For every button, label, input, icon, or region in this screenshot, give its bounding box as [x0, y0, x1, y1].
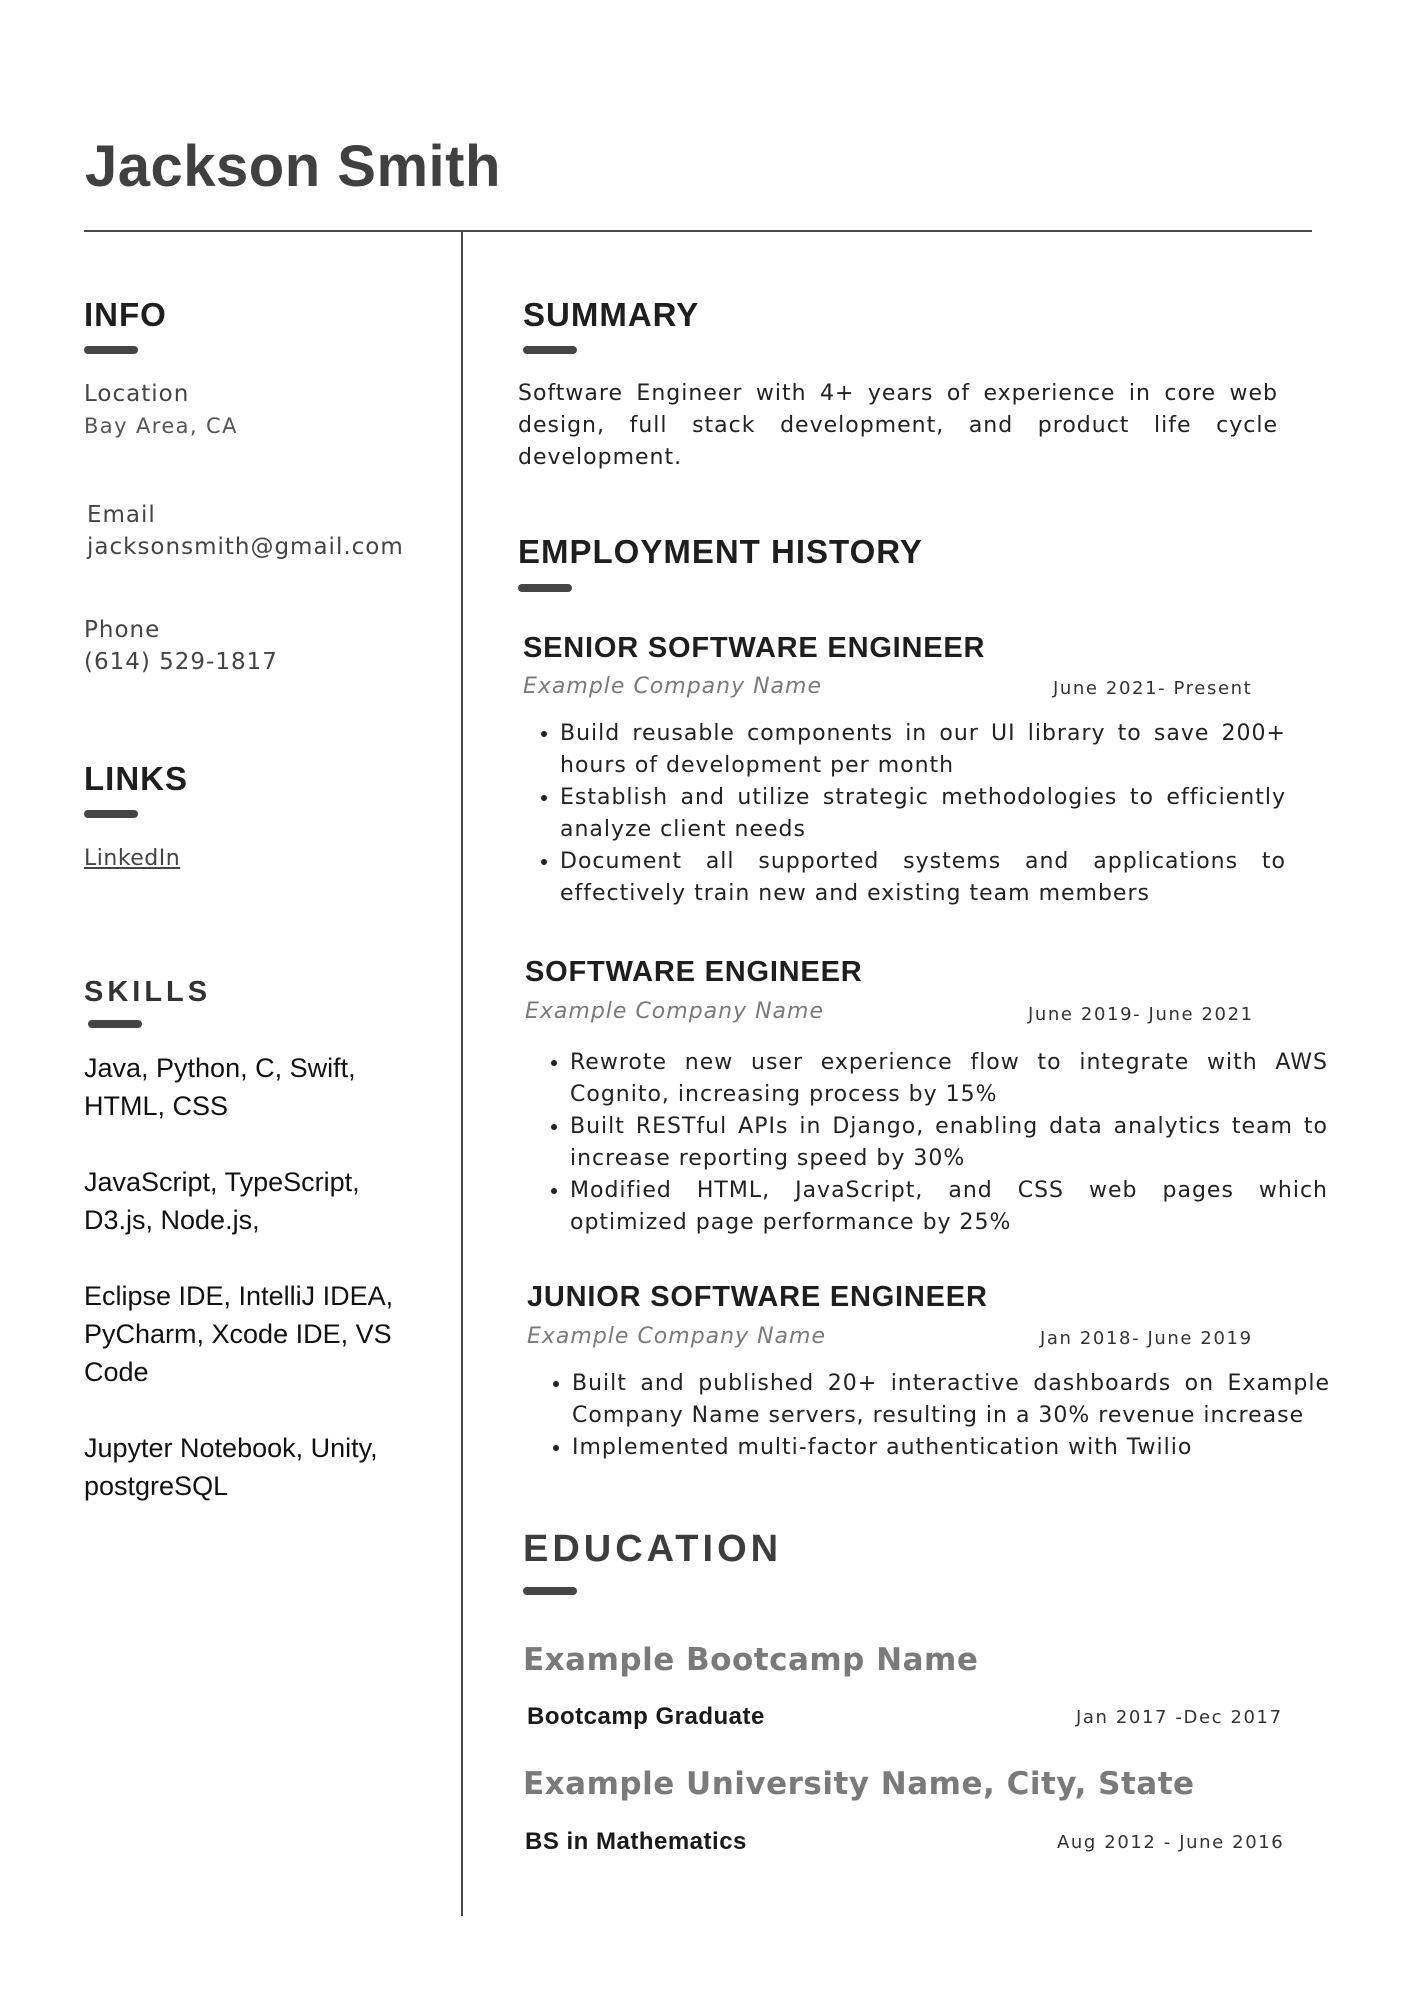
- links-heading: LINKS: [84, 760, 188, 797]
- info-heading: INFO: [84, 296, 167, 333]
- skill-group: Jupyter Notebook, Unity, postgreSQL: [84, 1433, 378, 1501]
- skill-group: JavaScript, TypeScript, D3.js, Node.js,: [84, 1167, 360, 1235]
- skills-heading-underline: [88, 1020, 142, 1028]
- job-bullets: [522, 718, 1286, 910]
- education-heading: EDUCATION: [523, 1528, 783, 1570]
- company-name: Example Company Name: [523, 674, 822, 699]
- employment-heading: EMPLOYMENT HISTORY: [518, 533, 923, 570]
- degree: Bootcamp Graduate: [527, 1703, 765, 1730]
- summary-heading-underline: [523, 346, 577, 354]
- linkedin-link[interactable]: LinkedIn: [84, 846, 181, 871]
- skills-heading: SKILLS: [84, 976, 212, 1008]
- degree: BS in Mathematics: [525, 1828, 747, 1855]
- job-bullet: • Document all supported systems and applications to effectively train new and existing team members: [560, 846, 1286, 910]
- skill-group: Java, Python, C, Swift, HTML, CSS: [84, 1053, 356, 1121]
- skill-group: Eclipse IDE, IntelliJ IDEA, PyCharm, Xcode IDE, VS Code: [84, 1281, 394, 1387]
- job-bullet: • Modified HTML, JavaScript, and CSS web pages which optimized page performance by 25%: [570, 1175, 1328, 1239]
- job-title: SOFTWARE ENGINEER: [525, 956, 863, 988]
- job-bullet: • Built RESTful APIs in Django, enabling data analytics team to increase reporting speed by 30%: [570, 1111, 1328, 1175]
- job-bullets: [534, 1368, 1330, 1464]
- email-value: jacksonsmith@gmail.com: [87, 534, 404, 560]
- phone-value: (614) 529-1817: [84, 649, 278, 675]
- email-label: Email: [87, 502, 156, 528]
- job-bullets: [532, 1047, 1328, 1239]
- header-divider: [84, 230, 1312, 232]
- company-name: Example Company Name: [527, 1324, 826, 1349]
- job-bullet: • Implemented multi-factor authentication with Twilio: [572, 1432, 1330, 1464]
- education-dates: Jan 2017 -Dec 2017: [1076, 1707, 1283, 1728]
- job-bullet: • Rewrote new user experience flow to integrate with AWS Cognito, increasing process by 15%: [570, 1047, 1328, 1111]
- summary-text: Software Engineer with 4+ years of experience in core web design, full stack development, and product life cycle development.: [518, 381, 1278, 470]
- column-divider: [461, 232, 463, 1916]
- job-bullet: • Built and published 20+ interactive dashboards on Example Company Name servers, resulting in a 30% revenue increase: [572, 1368, 1330, 1432]
- school-name: Example University Name, City, State: [523, 1766, 1195, 1802]
- education-heading-underline: [523, 1587, 577, 1595]
- company-name: Example Company Name: [525, 999, 824, 1024]
- education-dates: Aug 2012 - June 2016: [1057, 1832, 1285, 1853]
- job-bullet: • Build reusable components in our UI library to save 200+ hours of development per month: [560, 718, 1286, 782]
- job-dates: Jan 2018- June 2019: [1040, 1328, 1253, 1349]
- employment-heading-underline: [518, 584, 572, 592]
- job-title: JUNIOR SOFTWARE ENGINEER: [527, 1281, 988, 1313]
- location-label: Location: [84, 381, 190, 407]
- summary-heading: SUMMARY: [523, 296, 700, 333]
- job-bullet: • Establish and utilize strategic methodologies to efficiently analyze client needs: [560, 782, 1286, 846]
- phone-label: Phone: [84, 617, 161, 643]
- job-title: SENIOR SOFTWARE ENGINEER: [523, 632, 986, 664]
- location-value: Bay Area, CA: [84, 414, 238, 438]
- links-heading-underline: [84, 810, 138, 818]
- job-dates: June 2021- Present: [1053, 678, 1253, 699]
- info-heading-underline: [84, 346, 138, 354]
- school-name: Example Bootcamp Name: [523, 1642, 979, 1678]
- job-dates: June 2019- June 2021: [1028, 1004, 1254, 1025]
- candidate-name: Jackson Smith: [85, 134, 501, 199]
